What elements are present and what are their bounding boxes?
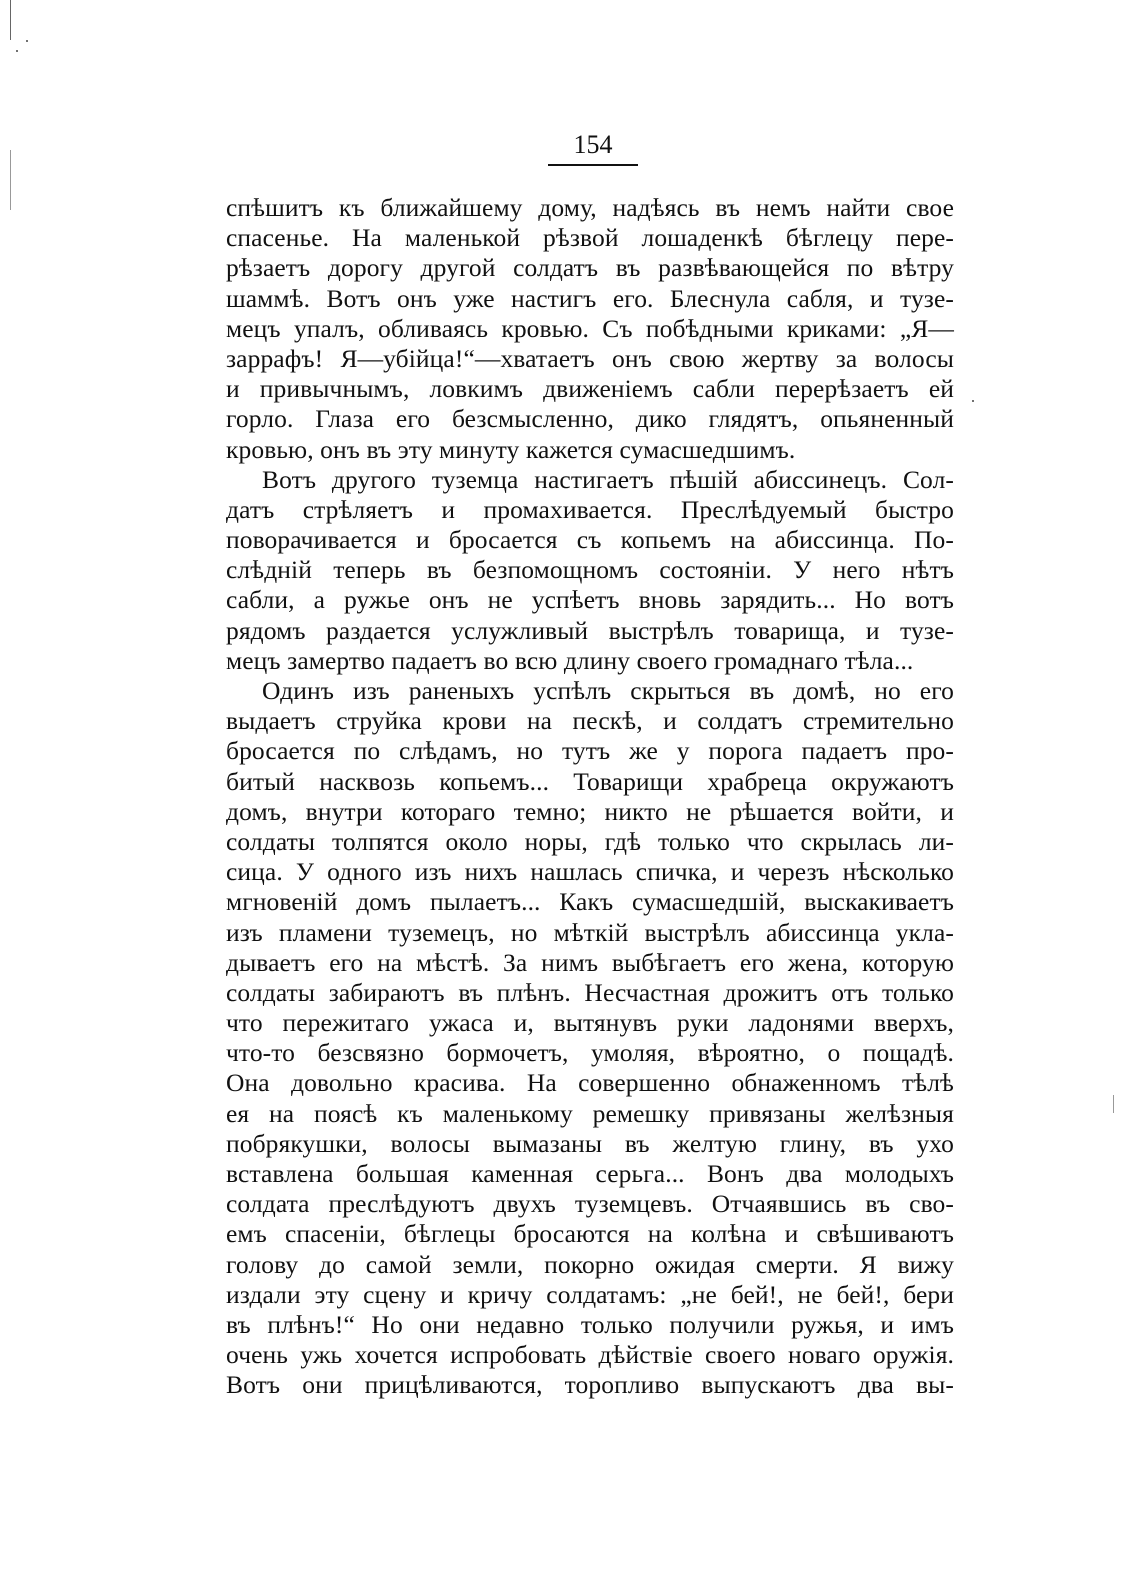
text-line: спасенье. На маленькой рѣзвой лошаденкѣ бѣглецу пере- bbox=[226, 223, 954, 253]
text-line: въ плѣнъ!“ Но они недавно только получили ружья, и имъ bbox=[226, 1309, 954, 1339]
text-line: побрякушки, волосы вымазаны въ желтую глину, въ ухо bbox=[226, 1128, 954, 1158]
text-line: что пережитаго ужаса и, вытянувъ руки ладонями вверхъ, bbox=[226, 1008, 954, 1038]
text-line: мецъ замертво падаетъ во всю длину своего громаднаго тѣла... bbox=[226, 645, 914, 675]
text-line: очень ужь хочется испробовать дѣйствіе своего новаго оружія. bbox=[226, 1340, 954, 1370]
text-line: Вотъ они прицѣливаются, торопливо выпускаютъ два вы- bbox=[226, 1370, 954, 1400]
text-line: рядомъ раздается услужливый выстрѣлъ товарища, и тузе- bbox=[226, 615, 954, 645]
scan-edge-mark bbox=[10, 0, 11, 40]
text-line: рѣзаетъ дорогу другой солдатъ въ развѣвающейся по вѣтру bbox=[226, 253, 954, 283]
text-line: солдаты толпятся около норы, гдѣ только что скрылась ли- bbox=[226, 826, 954, 856]
text-line: голову до самой земли, покорно ожидая смерти. Я вижу bbox=[226, 1249, 954, 1279]
scan-speck bbox=[972, 400, 974, 402]
text-line: горло. Глаза его безсмысленно, дико глядятъ, опьяненный bbox=[226, 404, 954, 434]
text-line: спѣшитъ къ ближайшему дому, надѣясь въ немъ найти свое bbox=[226, 193, 954, 222]
text-line: бросается по слѣдамъ, но тутъ же у порога падаетъ про- bbox=[226, 736, 954, 766]
text-line: Она довольно красива. На совершенно обнаженномъ тѣлѣ bbox=[226, 1068, 954, 1098]
text-line: шаммѣ. Вотъ онъ уже настигъ его. Блеснула сабля, и тузе- bbox=[226, 283, 954, 313]
text-line: битый насквозь копьемъ... Товарищи храбреца окружаютъ bbox=[226, 766, 954, 796]
text-line: поворачивается и бросается съ копьемъ на абиссинца. По- bbox=[226, 525, 954, 555]
scan-speck bbox=[26, 40, 28, 42]
text-line: слѣдній теперь въ безпомощномъ состояніи. У него нѣтъ bbox=[226, 555, 954, 585]
text-line: датъ стрѣляетъ и промахивается. Преслѣдуемый быстро bbox=[226, 494, 954, 524]
text-line: выдаетъ струйка крови на пескѣ, и солдатъ стремительно bbox=[226, 706, 954, 736]
text-line: солдаты забираютъ въ плѣнъ. Несчастная дрожитъ отъ только bbox=[226, 977, 954, 1007]
page-number: 154 bbox=[573, 130, 613, 159]
page-number-rule bbox=[548, 164, 638, 166]
text-line: дываетъ его на мѣстѣ. За нимъ выбѣгаетъ его жена, которую bbox=[226, 947, 954, 977]
text-line: изъ пламени туземецъ, но мѣткій выстрѣлъ абиссинца укла- bbox=[226, 917, 954, 947]
text-line: и привычнымъ, ловкимъ движеніемъ сабли перерѣзаетъ ей bbox=[226, 374, 954, 404]
body-text bbox=[226, 193, 954, 1401]
text-line: издали эту сцену и кричу солдатамъ: „не бей!, не бей!, бери bbox=[226, 1279, 954, 1309]
text-line: мгновеній домъ пылаетъ... Какъ сумасшедшій, выскакиваетъ bbox=[226, 887, 954, 917]
text-line: сица. У одного изъ нихъ нашлась спичка, и черезъ нѣсколько bbox=[226, 857, 954, 887]
text-line: сабли, а ружье онъ не успѣетъ вновь зарядить... Но вотъ bbox=[226, 585, 954, 615]
text-line: мецъ упалъ, обливаясь кровью. Съ побѣдными криками: „Я— bbox=[226, 313, 954, 343]
text-line: Одинъ изъ раненыхъ успѣлъ скрыться въ домѣ, но его bbox=[262, 676, 954, 705]
text-line: солдата преслѣдуютъ двухъ туземцевъ. Отчаявшись въ сво- bbox=[226, 1189, 954, 1219]
scan-speck bbox=[16, 50, 18, 52]
text-line: что-то безсвязно бормочетъ, умоляя, вѣроятно, о пощадѣ. bbox=[226, 1038, 954, 1068]
scan-edge-mark bbox=[1113, 1095, 1114, 1113]
text-line: вставлена большая каменная серьга... Вонъ два молодыхъ bbox=[226, 1159, 954, 1188]
text-line: ея на поясѣ къ маленькому ремешку привязаны желѣзныя bbox=[226, 1098, 954, 1128]
text-line: емъ спасеніи, бѣглецы бросаются на колѣна и свѣшиваютъ bbox=[226, 1219, 954, 1249]
text-line: Вотъ другого туземца настигаетъ пѣшій абиссинецъ. Сол- bbox=[262, 464, 954, 494]
scan-edge-mark bbox=[10, 150, 11, 210]
text-line: кровью, онъ въ эту минуту кажется сумасшедшимъ. bbox=[226, 434, 796, 464]
text-line: домъ, внутри котораго темно; никто не рѣшается войти, и bbox=[226, 796, 954, 826]
text-line: заррафъ! Я—убійца!“—хватаетъ онъ свою жертву за волосы bbox=[226, 343, 954, 373]
